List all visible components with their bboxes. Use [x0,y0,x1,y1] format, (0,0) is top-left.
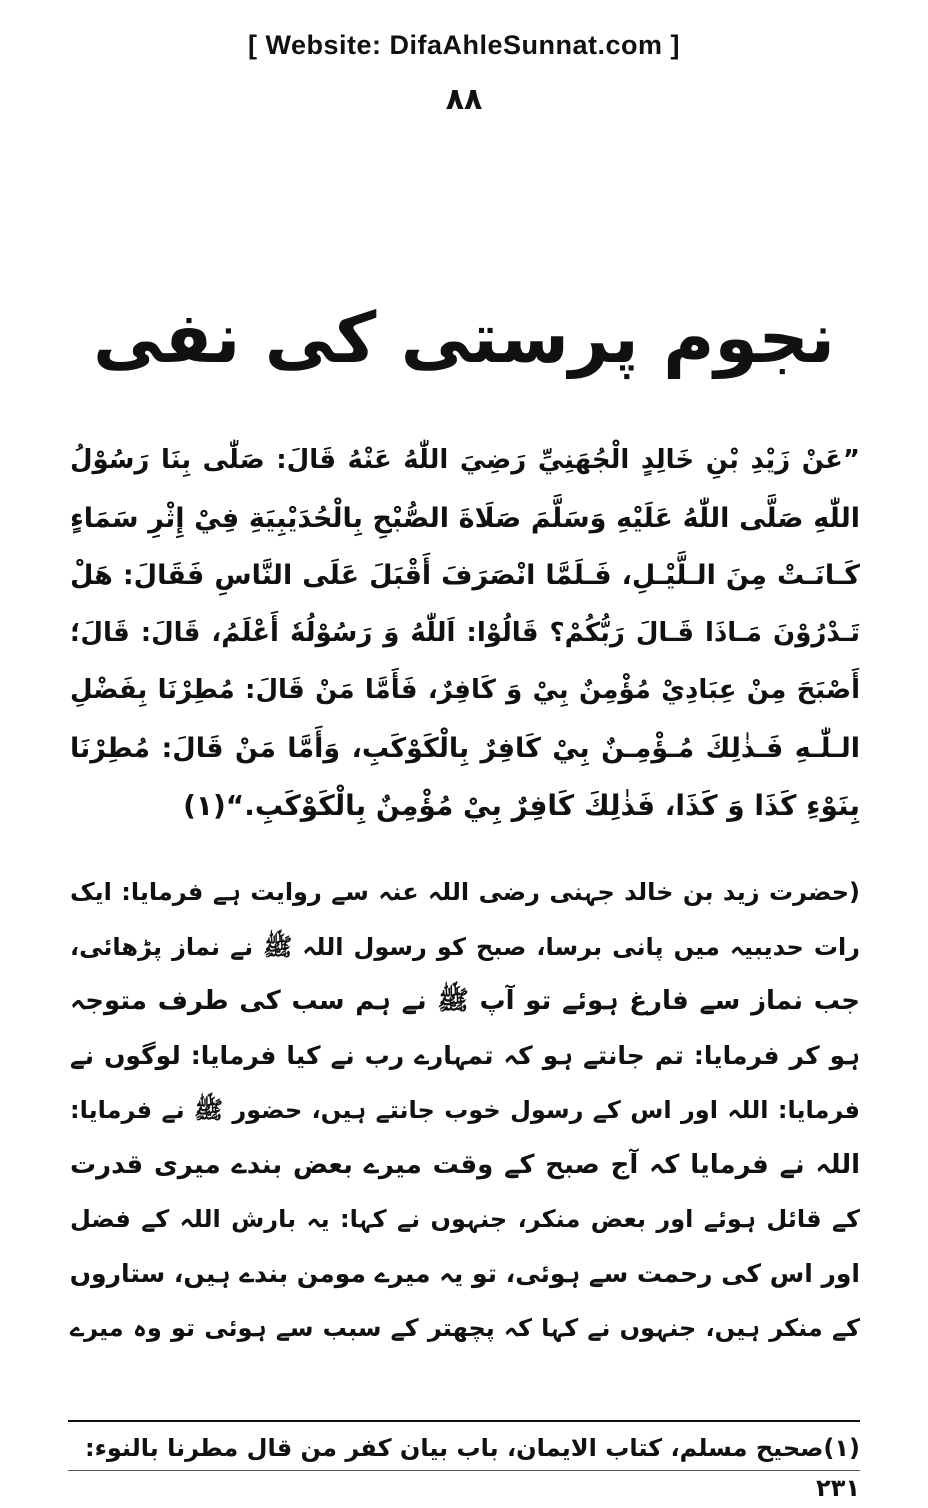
footnote: (١)صحيح مسلم، كتاب الايمان، باب بيان كفر من قال مطرنا بالنوء: ٢٣١ [85,1434,860,1502]
urdu-line: رات حدیبیہ میں پانی برسا، صبح کو رسول اللہ ﷺ نے نماز پڑھائی، [70,932,860,961]
urdu-line: اور اس کی رحمت سے ہوئی، تو یہ میرے مومن بندے ہیں، ستاروں [69,1258,860,1288]
arabic-line: الـلّٰـهِ فَـذٰلِكَ مُـؤْمِـنٌ بِيْ كَافِرٌ بِالْكَوْكَبِ، وَأَمَّا مَنْ قَالَ: مُطِرْنَا [70,732,860,764]
footnote-bottom-rule [68,1470,860,1471]
chapter-title: نجوم پرستی کی نفی [92,297,836,379]
urdu-line: ہو کر فرمایا: تم جانتے ہو کہ تمہارے رب نے کیا فرمایا: لوگوں نے [70,1040,860,1070]
urdu-translation [70,865,860,1356]
urdu-line: جب نماز سے فارغ ہوئے تو آپ ﷺ نے ہم سب کی طرف متوجہ [70,986,860,1016]
website-header: [ Website: DifaAhleSunnat.com ] [247,30,681,60]
urdu-line: فرمایا: اللہ اور اس کے رسول خوب جانتے ہیں، حضور ﷺ نے فرمایا: [70,1096,860,1124]
page-number: ٨٨ [445,82,483,117]
footnote-divider [68,1420,860,1422]
arabic-line: كَـانَـتْ مِنَ الـلَّيْـلِ، فَـلَمَّا انْصَرَفَ أَقْبَلَ عَلَى النَّاسِ فَقَالَ: هَلْ [70,560,860,591]
arabic-line: بِنَوْءِ كَذَا وَ كَذَا، فَذٰلِكَ كَافِرٌ بِيْ مُؤْمِنٌ بِالْكَوْكَبِ.“(١) [183,789,860,822]
arabic-line: أَصْبَحَ مِنْ عِبَادِيْ مُؤْمِنٌ بِيْ وَ كَافِرٌ، فَأَمَّا مَنْ قَالَ: مُطِرْنَا بِفَضْلِ [70,675,860,705]
hadith-arabic-text [70,432,860,835]
urdu-line: (حضرت زید بن خالد جہنی رضی اللہ عنہ سے روایت ہے فرمایا: ایک [70,878,860,906]
urdu-line: کے قائل ہوئے اور بعض منکر، جنہوں نے کہا: یہ بارش اللہ کے فضل [70,1205,860,1233]
arabic-line: تَـدْرُوْنَ مَـاذَا قَـالَ رَبُّكُمْ؟ قَالُوْا: اَللّٰهُ وَ رَسُوْلُهٗ أَعْلَمُ، قَالَ: قَالَ؛ [70,617,860,648]
arabic-line: ”عَنْ زَيْدِ بْنِ خَالِدٍ الْجُهَنِيِّ رَضِيَ اللّٰهُ عَنْهُ قَالَ: صَلّٰى بِنَا رَسُوْلُ [70,445,860,475]
urdu-line: کے منکر ہیں، جنہوں نے کہا کہ پچھتر کے سبب سے ہوئی تو وہ میرے [70,1314,860,1342]
urdu-line: اللہ نے فرمایا کہ آج صبح کے وقت میرے بعض بندے میری قدرت [70,1149,860,1180]
arabic-line: اللّٰهِ صَلَّى اللّٰهُ عَلَيْهِ وَسَلَّمَ صَلَاةَ الصُّبْحِ بِالْحُدَيْبِيَةِ فِيْ إِثْرِ سَمَاءٍ [70,502,860,534]
